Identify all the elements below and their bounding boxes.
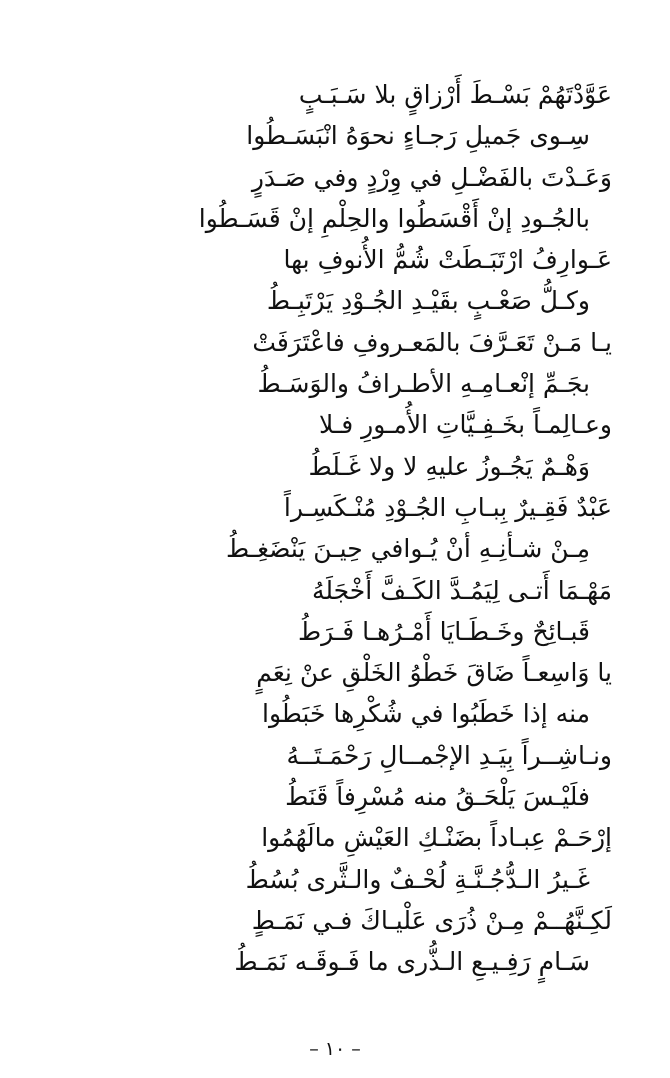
verse-line: وَهْـمٌ يَجُـوزُ عليهِ لا ولا غَـلَطُ <box>308 451 590 481</box>
couplet <box>0 735 670 818</box>
verse-line: يا وَاسِعـاً ضَاقَ خَطْوُ الخَلْقِ عنْ نِعَمٍ <box>256 658 612 688</box>
verse-line: قَبـائِحٌ وخَـطَـايَا أَمْـرُهـا فَـرَطُ <box>297 616 590 646</box>
verse-line: منه إذا خَطَبُوا في شُكْرِها خَبَطُوا <box>262 699 590 729</box>
verse-line: مَهْـمَا أَتـى لِيَمُـدَّ الكَـفَّ أَخْجَلَهُ <box>311 575 612 605</box>
couplet <box>0 404 670 487</box>
couplet <box>0 652 670 735</box>
verse-line: فلَيْـسَ يَلْحَـقُ منه مُسْرِفاً قَنَطُ <box>285 782 590 812</box>
couplet <box>0 157 670 240</box>
verse-line: سَـامٍ رَفِـيـعِ الـذُّرى ما فَـوقَـه نَمَـطُ <box>234 947 590 977</box>
verse-line: إرْحَـمْ عِبـاداً بضَنْـكِ العَيْشِ مالَهُمُوا <box>261 823 612 853</box>
couplet <box>0 74 670 157</box>
couplet <box>0 487 670 570</box>
couplet <box>0 570 670 653</box>
poem-body <box>0 74 670 983</box>
verse-line: يـا مَـنْ تَعَـرَّفَ بالمَعـروفِ فاعْتَرَفَتْ <box>252 327 612 357</box>
couplet <box>0 900 670 983</box>
couplet <box>0 322 670 405</box>
couplet <box>0 817 670 900</box>
verse-line: سِـوى جَميلِ رَجـاءٍ نحوَهُ انْبَسَـطُوا <box>246 121 590 151</box>
verse-line: وكـلُّ صَعْـبٍ بقَيْـدِ الجُـوْدِ يَرْتَبِـطُ <box>266 286 590 316</box>
couplet <box>0 239 670 322</box>
verse-line: عَبْدٌ فَقِـيرٌ بِبـابِ الجُـوْدِ مُنْـكَسِـراً <box>283 492 612 522</box>
verse-line: عَوَّدْتَهُمْ بَسْـطَ أَرْزاقٍ بلا سَـبَـبٍ <box>298 80 612 109</box>
verse-line: مِـنْ شـأنِـهِ أنْ يُـوافي حِيـنَ يَنْضَغِـطُ <box>226 534 590 564</box>
verse-line: وَعَـدْتَ بالفَضْـلِ في وِرْدٍ وفي صَـدَرٍ <box>251 162 612 192</box>
verse-line: وعـالِمـاً بخَـفِـيَّاتِ الأُمـورِ فـلا <box>319 410 612 440</box>
verse-line: ونـاشِــراً بِيَـدِ الإجْمــالِ رَحْمَـتَــهُ <box>286 740 612 770</box>
page-number: – ١٠ – <box>309 1038 361 1060</box>
verse-line: غَـيرُ الـدُّجُـنَّـةِ لُحْـفٌ والـثَّرى بُسُطُ <box>245 864 590 894</box>
verse-line: بجَـمِّ إنْعـامِـهِ الأطـرافُ والوَسَـطُ <box>257 369 590 399</box>
verse-line: لَكِـنَّهُــمْ مِـنْ ذُرَى عَلْيـاكَ فـي نَمَـطٍ <box>251 905 612 935</box>
verse-line: عَـوارِفُ ارْتَبَـطَتْ شُمُّ الأُنوفِ بها <box>283 245 612 275</box>
verse-line: بالجُـودِ إنْ أَقْسَطُوا والحِلْمِ إنْ قَسَـطُوا <box>198 203 590 233</box>
